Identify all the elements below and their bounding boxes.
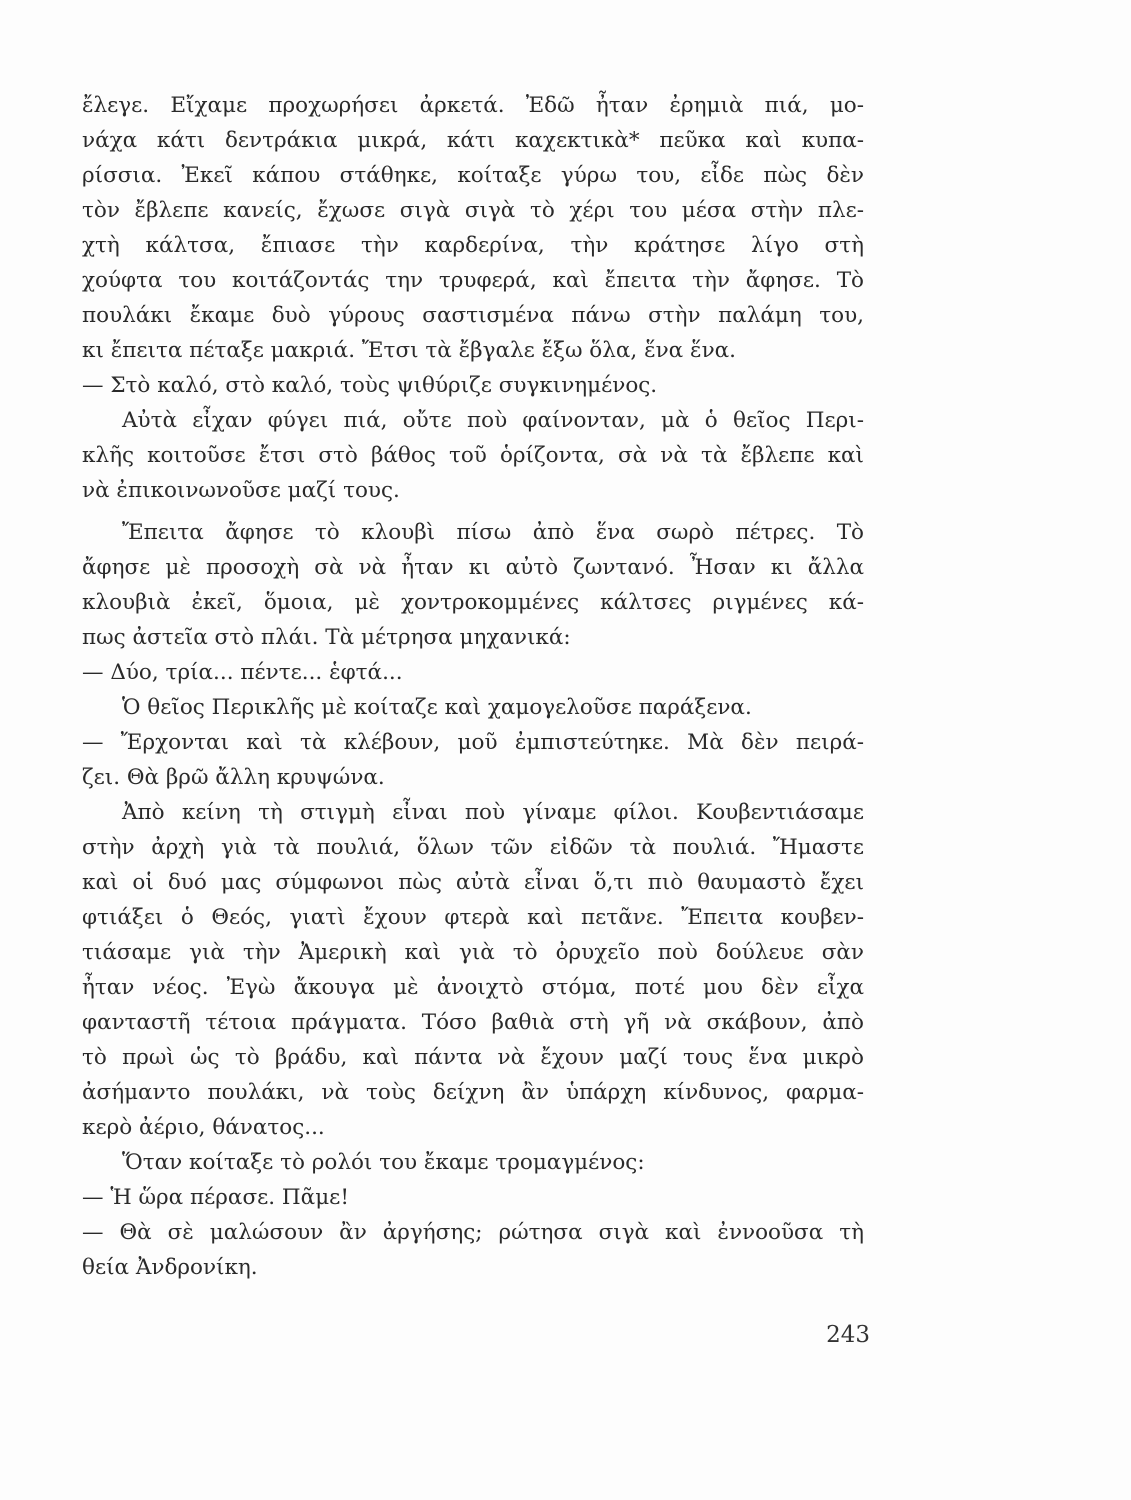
text-line: νάχα κάτι δεντράκια μικρά, κάτι καχεκτικὰ* πεῦκα καὶ κυπα- <box>82 128 864 153</box>
text-line: νὰ ἐπικοινωνοῦσε μαζί τους. <box>82 478 400 503</box>
paragraph-start: Ὅταν κοίταξε τὸ ρολόι του ἔκαμε τρομαγμένος: <box>122 1150 645 1175</box>
paragraph-start: Ὁ θεῖος Περικλῆς μὲ κοίταζε καὶ χαμογελοῦσε παράξενα. <box>122 695 752 720</box>
text-line: θεία Ἀνδρονίκη. <box>82 1255 258 1280</box>
text-line: κλῆς κοιτοῦσε ἔτσι στὸ βάθος τοῦ ὁρίζοντα, σὰ νὰ τὰ ἔβλεπε καὶ <box>82 443 864 468</box>
page-number: 243 <box>826 1322 870 1348</box>
text-line: κι ἔπειτα πέταξε μακριά. Ἔτσι τὰ ἔβγαλε ἔξω ὅλα, ἕνα ἕνα. <box>82 338 736 363</box>
dialogue-line: — Ἡ ὥρα πέρασε. Πᾶμε! <box>82 1185 349 1210</box>
text-line: χούφτα του κοιτάζοντάς την τρυφερά, καὶ ἔπειτα τὴν ἄφησε. Τὸ <box>82 268 864 293</box>
text-line: ρίσσια. Ἐκεῖ κάπου στάθηκε, κοίταξε γύρω του, εἶδε πὼς δὲν <box>82 163 864 188</box>
text-line: φανταστῆ τέτοια πράγματα. Τόσο βαθιὰ στὴ γῆ νὰ σκάβουν, ἀπὸ <box>82 1010 864 1035</box>
dialogue-line: — Στὸ καλό, στὸ καλό, τοὺς ψιθύριζε συγκινημένος. <box>82 373 658 398</box>
text-line: χτὴ κάλτσα, ἔπιασε τὴν καρδερίνα, τὴν κράτησε λίγο στὴ <box>82 233 864 258</box>
paragraph-start: Αὐτὰ εἶχαν φύγει πιά, οὔτε ποὺ φαίνονταν, μὰ ὁ θεῖος Περι- <box>122 408 864 433</box>
paragraph-start: Ἔπειτα ἄφησε τὸ κλουβὶ πίσω ἀπὸ ἕνα σωρὸ πέτρες. Τὸ <box>122 520 864 545</box>
text-line: κλουβιὰ ἐκεῖ, ὅμοια, μὲ χοντροκομμένες κάλτσες ριγμένες κά- <box>82 590 864 615</box>
text-line: πως ἀστεῖα στὸ πλάι. Τὰ μέτρησα μηχανικά: <box>82 625 571 650</box>
dialogue-line: — Δύο, τρία... πέντε... ἑφτά... <box>82 660 403 685</box>
dialogue-line: — Ἔρχονται καὶ τὰ κλέβουν, μοῦ ἐμπιστεύτηκε. Μὰ δὲν πειρά- <box>82 730 864 755</box>
text-line: τὸ πρωὶ ὡς τὸ βράδυ, καὶ πάντα νὰ ἔχουν μαζί τους ἕνα μικρὸ <box>82 1045 864 1070</box>
text-line: τὸν ἔβλεπε κανείς, ἔχωσε σιγὰ σιγὰ τὸ χέρι του μέσα στὴν πλε- <box>82 198 864 223</box>
text-line: φτιάξει ὁ Θεός, γιατὶ ἔχουν φτερὰ καὶ πετᾶνε. Ἔπειτα κουβεν- <box>82 905 864 930</box>
text-line: ἔλεγε. Εἴχαμε προχωρήσει ἀρκετά. Ἐδῶ ἦταν ἐρημιὰ πιά, μο- <box>82 93 864 118</box>
text-line: στὴν ἀρχὴ γιὰ τὰ πουλιά, ὅλων τῶν εἰδῶν τὰ πουλιά. Ἤμαστε <box>82 835 864 860</box>
text-line: ζει. Θὰ βρῶ ἄλλη κρυψώνα. <box>82 765 385 790</box>
text-line: ἄφησε μὲ προσοχὴ σὰ νὰ ἦταν κι αὐτὸ ζωντανό. Ἦσαν κι ἄλλα <box>82 555 864 580</box>
text-line: καὶ οἱ δυό μας σύμφωνοι πὼς αὐτὰ εἶναι ὅ,τι πιὸ θαυμαστὸ ἔχει <box>82 870 864 895</box>
text-line: ἀσήμαντο πουλάκι, νὰ τοὺς δείχνη ἂν ὑπάρχη κίνδυνος, φαρμα- <box>82 1080 864 1105</box>
dialogue-line: — Θὰ σὲ μαλώσουν ἂν ἀργήσης; ρώτησα σιγὰ καὶ ἐννοοῦσα τὴ <box>82 1220 864 1245</box>
text-line: τιάσαμε γιὰ τὴν Ἀμερικὴ καὶ γιὰ τὸ ὀρυχεῖο ποὺ δούλευε σὰν <box>82 940 864 965</box>
paragraph-start: Ἀπὸ κείνη τὴ στιγμὴ εἶναι ποὺ γίναμε φίλοι. Κουβεντιάσαμε <box>122 800 864 825</box>
text-line: κερὸ ἀέριο, θάνατος... <box>82 1115 325 1140</box>
text-line: πουλάκι ἔκαμε δυὸ γύρους σαστισμένα πάνω στὴν παλάμη του, <box>82 303 864 328</box>
text-line: ἦταν νέος. Ἐγὼ ἄκουγα μὲ ἀνοιχτὸ στόμα, ποτέ μου δὲν εἶχα <box>82 975 864 1000</box>
